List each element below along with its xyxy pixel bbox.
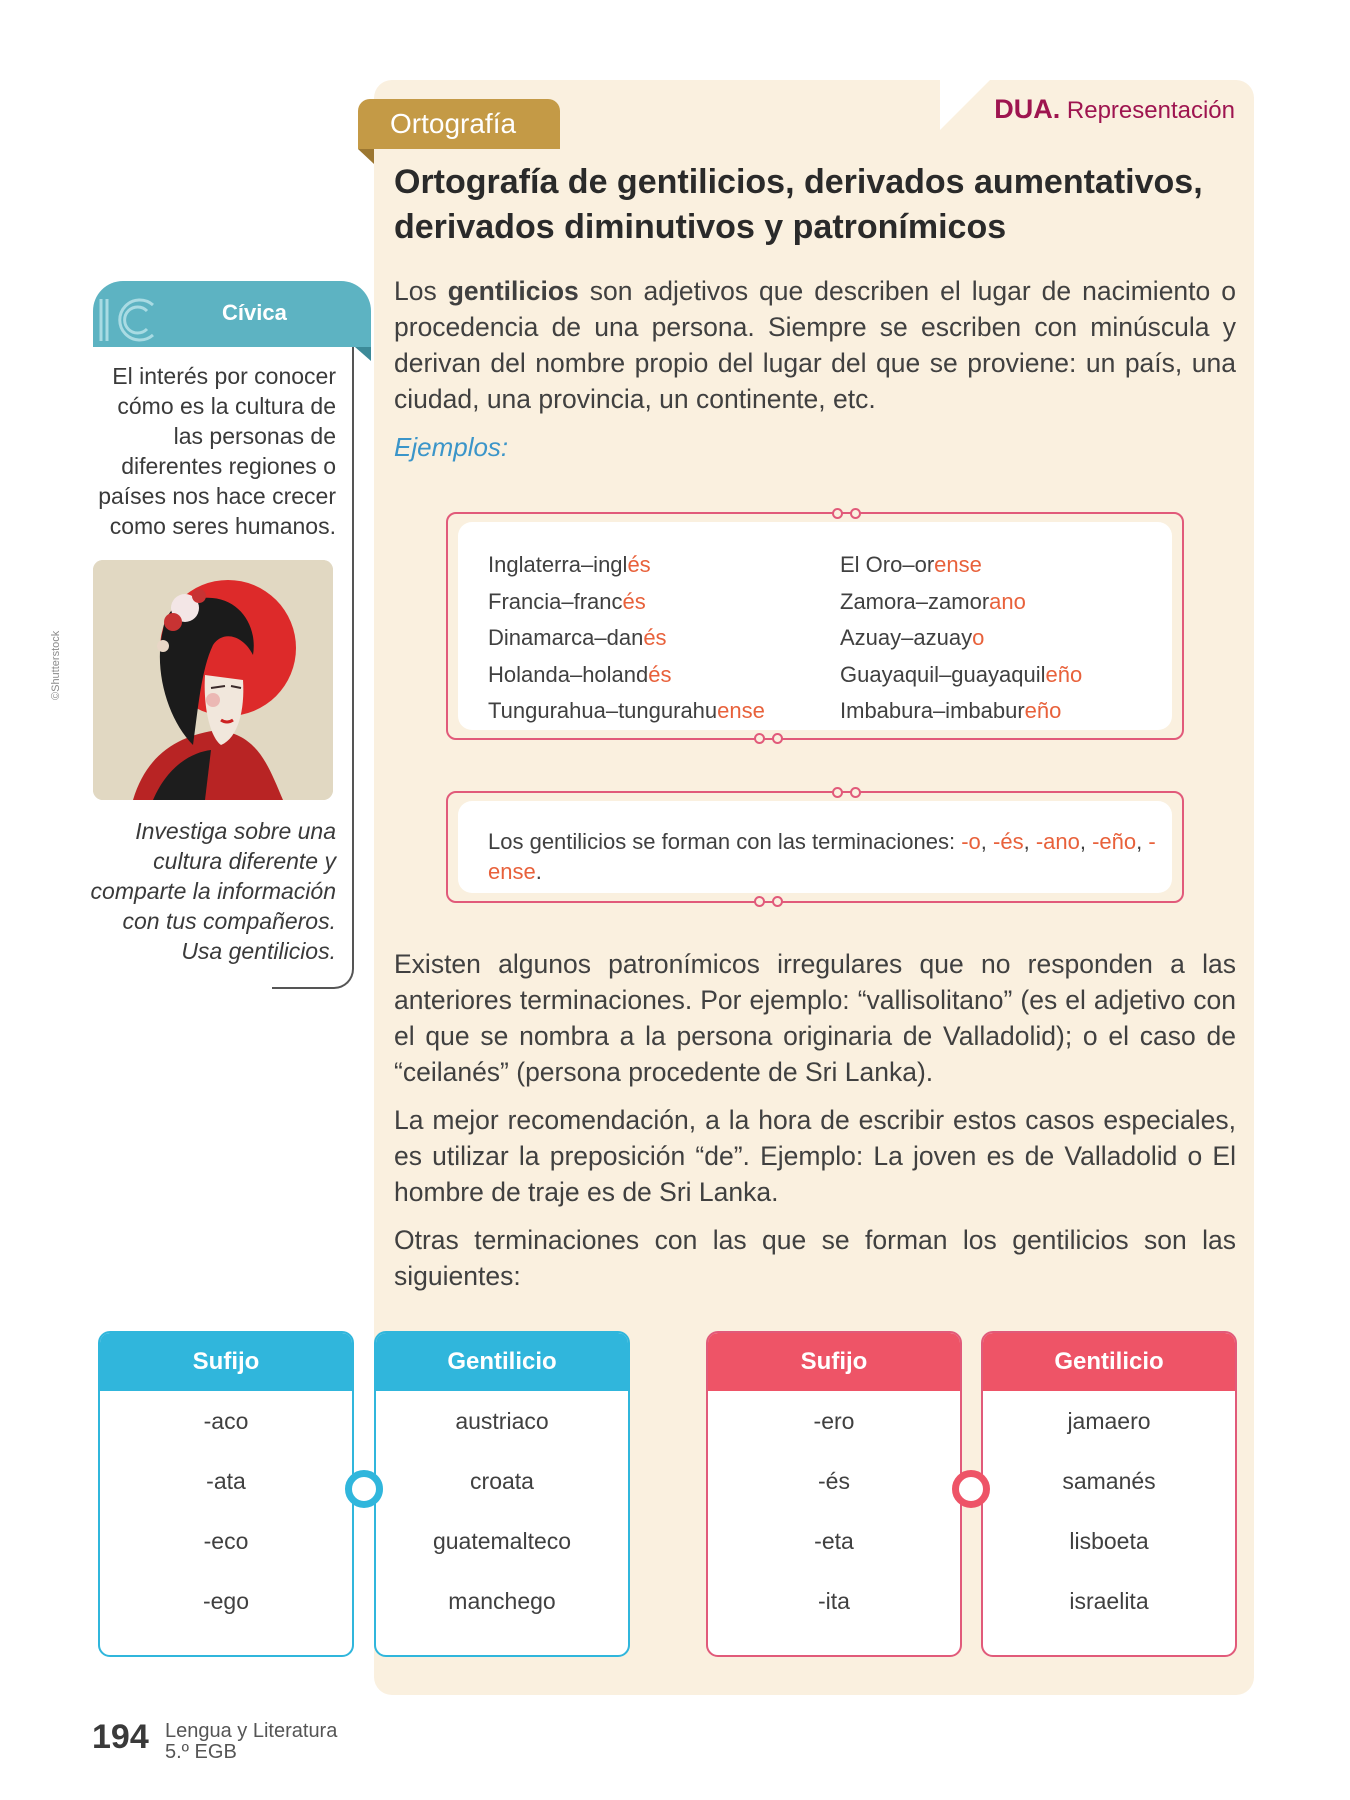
dua-rest: Representación [1060, 97, 1235, 124]
table-header: Gentilicio [376, 1333, 628, 1391]
section-tab: Ortografía [358, 99, 560, 149]
example-base: Francia–franc [488, 588, 623, 614]
table-cell: jamaero [1067, 1408, 1151, 1434]
rule-ending: -ense [488, 829, 1156, 884]
civica-label: Cívica [222, 300, 287, 325]
examples-box [446, 512, 1184, 740]
example-suffix: és [648, 661, 672, 687]
example-item [840, 620, 1082, 657]
table-cell: -ero [813, 1408, 855, 1434]
examples-left-list [488, 547, 765, 730]
frame-dots-bottom [754, 896, 783, 907]
rule-intro: Los gentilicios se forman con las terminaciones: [488, 829, 962, 854]
section-tab-fold [358, 149, 374, 164]
example-item [840, 547, 1082, 584]
example-base: Inglaterra–ingl [488, 552, 628, 577]
examples-label: Ejemplos: [394, 432, 509, 462]
table-cell: manchego [448, 1588, 556, 1614]
intro-paragraph [394, 273, 1236, 417]
rule-endings: -o, -és, -ano, -eño, -ense. [488, 829, 1156, 884]
table-cell: croata [470, 1468, 534, 1494]
intro-bold: gentilicios [447, 276, 579, 306]
table-cell: -eta [814, 1528, 854, 1554]
sidebar-activity: Investiga sobre una cultura diferente y comparte la información con tus compañeros. Usa gentilicios. [90, 818, 336, 964]
example-item [488, 584, 765, 621]
intro-after: son adjetivos que describen el lugar de nacimiento o procedencia de una persona. Siempre se escriben con minúscula y derivan del nombre propio del lugar del que se proviene: un país, una ciudad, una provincia, un continente, etc. [394, 276, 1236, 414]
example-suffix: eño [1045, 661, 1083, 687]
page-title: Ortografía de gentilicios, derivados aumentativos, derivados diminutivos y patronímicos [394, 163, 1203, 246]
table-header: Sufijo [708, 1333, 960, 1391]
example-suffix: eño [1024, 698, 1062, 724]
table-cell: austriaco [455, 1408, 549, 1434]
example-item [488, 620, 765, 657]
example-base: Guayaquil–guayaquil [840, 661, 1046, 687]
examples-box-inner [458, 522, 1172, 730]
table-cell: -eco [203, 1528, 249, 1554]
example-suffix: ense [717, 698, 765, 724]
table-cell: -ego [202, 1588, 250, 1614]
frame-dots-bottom [754, 733, 783, 744]
page-number: 194 [92, 1718, 149, 1756]
paragraph-other-endings: Otras terminaciones con las que se forman los gentilicios son las siguientes: [394, 1225, 1236, 1291]
example-base: Zamora–zamor [840, 588, 990, 614]
geisha-illustration [93, 560, 333, 800]
example-suffix: és [622, 588, 646, 614]
panel-notch [940, 80, 990, 130]
example-base: Imbabura–imbabur [840, 698, 1025, 724]
example-suffix: ense [934, 552, 982, 577]
rule-ending: -és [993, 829, 1024, 854]
rule-box-inner [458, 801, 1172, 893]
example-base: El Oro–or [840, 552, 935, 577]
table-cell: -ita [818, 1588, 850, 1614]
table-cell: -aco [203, 1408, 249, 1434]
example-item [488, 547, 765, 584]
rule-ending: -eño [1092, 829, 1137, 854]
example-suffix: és [643, 625, 667, 651]
suffix-table-1 [98, 1331, 354, 1657]
table-header: Gentilicio [983, 1333, 1235, 1391]
table-cell: -és [818, 1468, 850, 1494]
example-suffix: és [627, 552, 651, 577]
rule-box [446, 791, 1184, 903]
frame-dots-top [832, 508, 861, 519]
example-base: Azuay–azuay [840, 625, 973, 651]
civica-tab-fold [355, 347, 371, 361]
example-item [840, 657, 1082, 694]
footer-subject-name: Lengua y Literatura [165, 1720, 338, 1742]
suffix-table-2 [706, 1331, 962, 1657]
table-cell: guatemalteco [432, 1528, 572, 1554]
intro-before: Los [394, 276, 448, 306]
example-item [840, 693, 1082, 730]
civica-logo-icon [95, 295, 157, 345]
paragraph-irregular: Existen algunos patronímicos irregulares que no responden a las anteriores terminaciones. Por ejemplo: “vallisolitano” (es el adjetivo con el que se nombra a la persona originaria de Valladolid); o el caso de “ceilanés” (persona procedente de Sri Lanka). [394, 949, 1236, 1087]
rule-ending: -o [961, 829, 981, 854]
dua-label [994, 94, 1235, 125]
gentilicio-table-2 [981, 1331, 1237, 1657]
table-header: Sufijo [100, 1333, 352, 1391]
example-base: Tungurahua–tungurahu [488, 698, 718, 724]
table-cell: samanés [1062, 1468, 1156, 1494]
table-cell: israelita [1069, 1588, 1149, 1614]
frame-dots-top [832, 787, 861, 798]
footer-grade: 5.º EGB [165, 1741, 237, 1763]
dua-bold: DUA. [994, 94, 1061, 124]
examples-right-list [840, 547, 1082, 730]
example-base: Holanda–holand [488, 661, 649, 687]
example-item [488, 693, 765, 730]
paragraph-recommendation: La mejor recomendación, a la hora de escribir estos casos especiales, es utilizar la preposición “de”. Ejemplo: La joven es de Valladolid o El hombre de traje es de Sri Lanka. [394, 1105, 1236, 1207]
connector-ring-blue [345, 1470, 383, 1508]
image-credit: ©Shutterstock [50, 630, 62, 700]
table-cell: -ata [206, 1468, 246, 1494]
example-item [840, 584, 1082, 621]
rule-text [488, 827, 1158, 887]
sidebar-text: El interés por conocer cómo es la cultura de las personas de diferentes regiones o países nos hace crecer como seres humanos. [98, 363, 336, 539]
connector-ring-red [952, 1470, 990, 1508]
example-suffix: o [972, 625, 985, 651]
example-item [488, 657, 765, 694]
gentilicio-table-1 [374, 1331, 630, 1657]
rule-ending: -ano [1035, 829, 1080, 854]
table-cell: lisboeta [1069, 1528, 1149, 1554]
example-suffix: ano [989, 588, 1026, 614]
example-base: Dinamarca–dan [488, 625, 644, 651]
footer-subject [165, 1721, 337, 1763]
